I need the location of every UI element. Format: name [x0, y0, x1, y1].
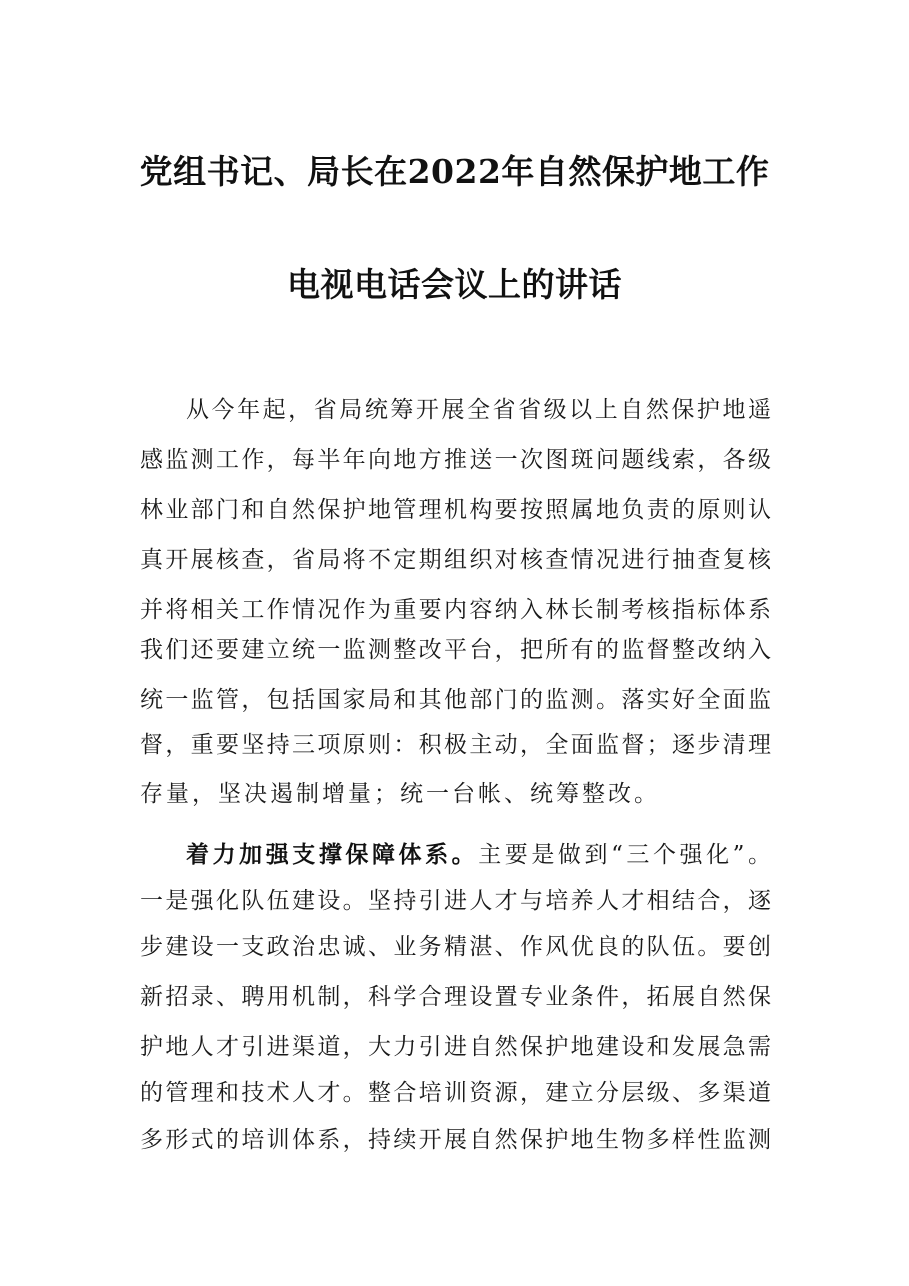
paragraph-1-line: 并将相关工作情况作为重要内容纳入林长制考核指标体系	[140, 597, 771, 623]
paragraph-2-line: 一是强化队伍建设。坚持引进人才与培养人才相结合，逐	[140, 888, 771, 914]
paragraph-2-line: 步建设一支政治忠诚、业务精湛、作风优良的队伍。要创	[140, 934, 771, 960]
paragraph-2-heading: 着力加强支撑保障体系。	[186, 841, 479, 868]
document-title-line-2: 电视电话会议上的讲话	[287, 265, 622, 304]
document-title-line-1: 党组书记、局长在2022年自然保护地工作	[139, 152, 770, 191]
paragraph-1-line: 督，重要坚持三项原则：积极主动，全面监督；逐步清理	[140, 732, 771, 758]
paragraph-1-line: 我们还要建立统一监测整改平台，把所有的监督整改纳入	[140, 637, 771, 663]
paragraph-2-line: 多形式的培训体系，持续开展自然保护地生物多样性监测	[140, 1127, 771, 1153]
paragraph-1-line: 统一监管，包括国家局和其他部门的监测。落实好全面监	[140, 687, 771, 713]
paragraph-1-line: 林业部门和自然保护地管理机构要按照属地负责的原则认	[140, 497, 771, 523]
paragraph-1-line: 从今年起，省局统筹开展全省省级以上自然保护地遥	[186, 397, 771, 423]
paragraph-1-line: 存量，坚决遏制增量；统一台帐、统筹整改。	[140, 781, 660, 807]
paragraph-2-first-line	[186, 835, 771, 875]
paragraph-2-line: 的管理和技术人才。整合培训资源，建立分层级、多渠道	[140, 1080, 771, 1106]
paragraph-2-line: 护地人才引进渠道，大力引进自然保护地建设和发展急需	[140, 1034, 771, 1060]
paragraph-1-line: 真开展核查，省局将不定期组织对核查情况进行抽查复核	[140, 547, 771, 573]
paragraph-1-line: 感监测工作，每半年向地方推送一次图斑问题线索，各级	[140, 447, 771, 473]
paragraph-2-line: 新招录、聘用机制，科学合理设置专业条件，拓展自然保	[140, 984, 771, 1010]
paragraph-2-first-line-text: 主要是做到“三个强化”。	[478, 842, 771, 868]
